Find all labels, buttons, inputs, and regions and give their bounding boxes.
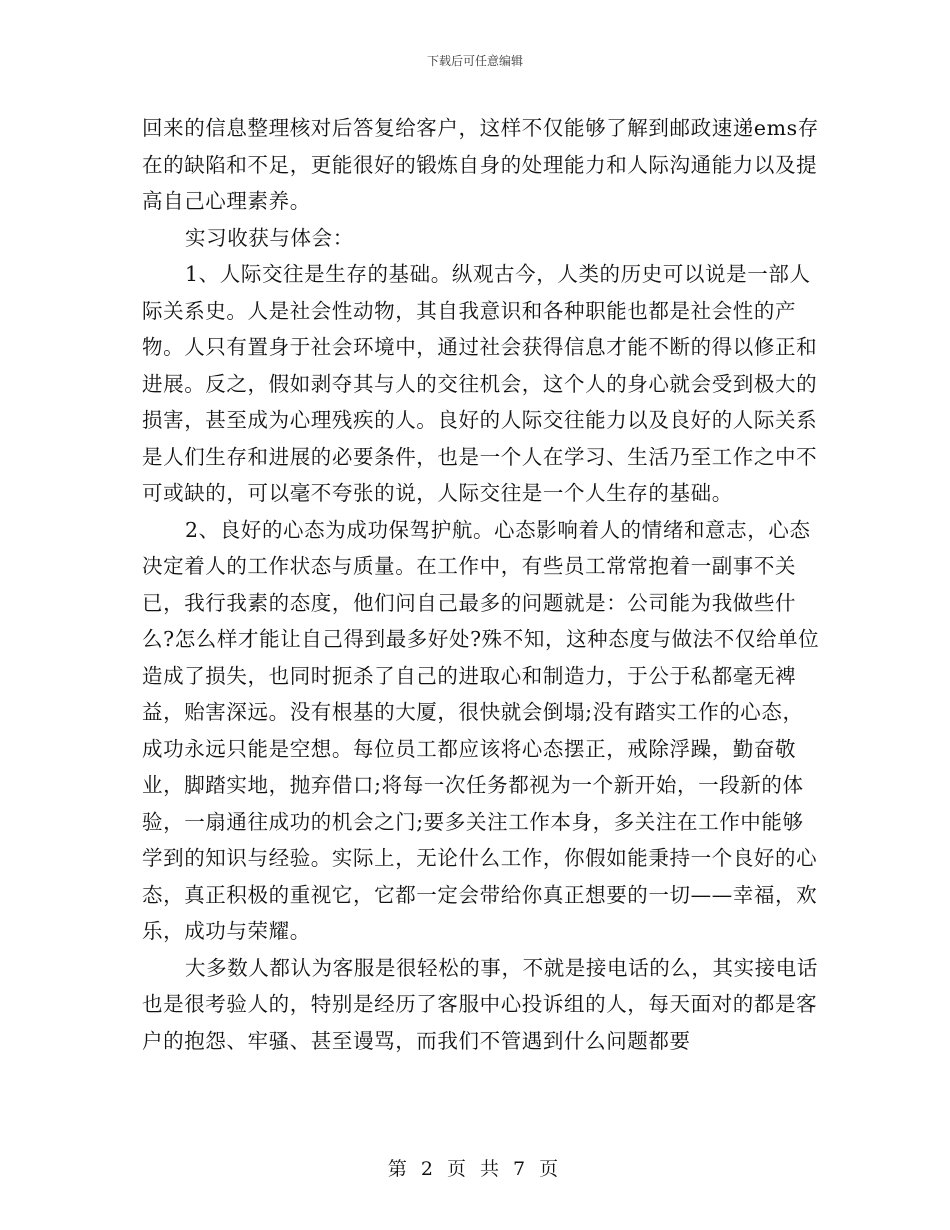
paragraph-attitude: 2、良好的心态为成功保驾护航。心态影响着人的情绪和意志，心态决定着人的工作状态与质量。在工作中，有些员工常常抱着一副事不关已，我行我素的态度，他们问自己最多的问题就是：公司能为我做些什么?怎么样才能让自己得到最多好处?殊不知，这种态度与做法不仅给单位造成了损失，也同时扼杀了自己的进取心和制造力，于公于私都毫无裨益，贻害深远。没有根基的大厦，很快就会倒塌;没有踏实工作的心态，成功永远只能是空想。每位员工都应该将心态摆正，戒除浮躁，勤奋敬业，脚踏实地，抛弃借口;将每一次任务都视为一个新开始，一段新的体验，一扇通往成功的机会之门;要多关注工作本身，多关注在工作中能够学到的知识与经验。实际上，无论什么工作，你假如能秉持一个良好的心态，真正积极的重视它，它都一定会带给你真正想要的一切——幸福，欢乐，成功与荣耀。	[142, 517, 820, 943]
paragraph-customer-service: 大多数人都认为客服是很轻松的事，不就是接电话的么，其实接电话也是很考验人的，特别是经历了客服中心投诉组的人，每天面对的都是客户的抱怨、牢骚、甚至谩骂，而我们不管遇到什么问题都要	[142, 955, 818, 1053]
page-footer: 第 2 页 共 7 页	[387, 1158, 563, 1180]
document-body	[142, 110, 822, 1059]
section-heading: 实习收获与体会：	[185, 225, 354, 250]
page-header: 下载后可任意编辑	[426, 54, 523, 68]
paragraph-continuation: 回来的信息整理核对后答复给客户，这样不仅能够了解到邮政速递ems存在的缺陷和不足，更能很好的锻炼自身的处理能力和人际沟通能力以及提高自己心理素养。	[142, 116, 819, 213]
paragraph-interpersonal: 1、人际交往是生存的基础。纵观古今，人类的历史可以说是一部人际关系史。人是社会性动物，其自我意识和各种职能也都是社会性的产物。人只有置身于社会环境中，通过社会获得信息才能不断的得以修正和进展。反之，假如剥夺其与人的交往机会，这个人的身心就会受到极大的损害，甚至成为心理残疾的人。良好的人际交往能力以及良好的人际关系是人们生存和进展的必要条件，也是一个人在学习、生活乃至工作之中不可或缺的，可以毫不夸张的说，人际交往是一个人生存的基础。	[142, 262, 818, 505]
